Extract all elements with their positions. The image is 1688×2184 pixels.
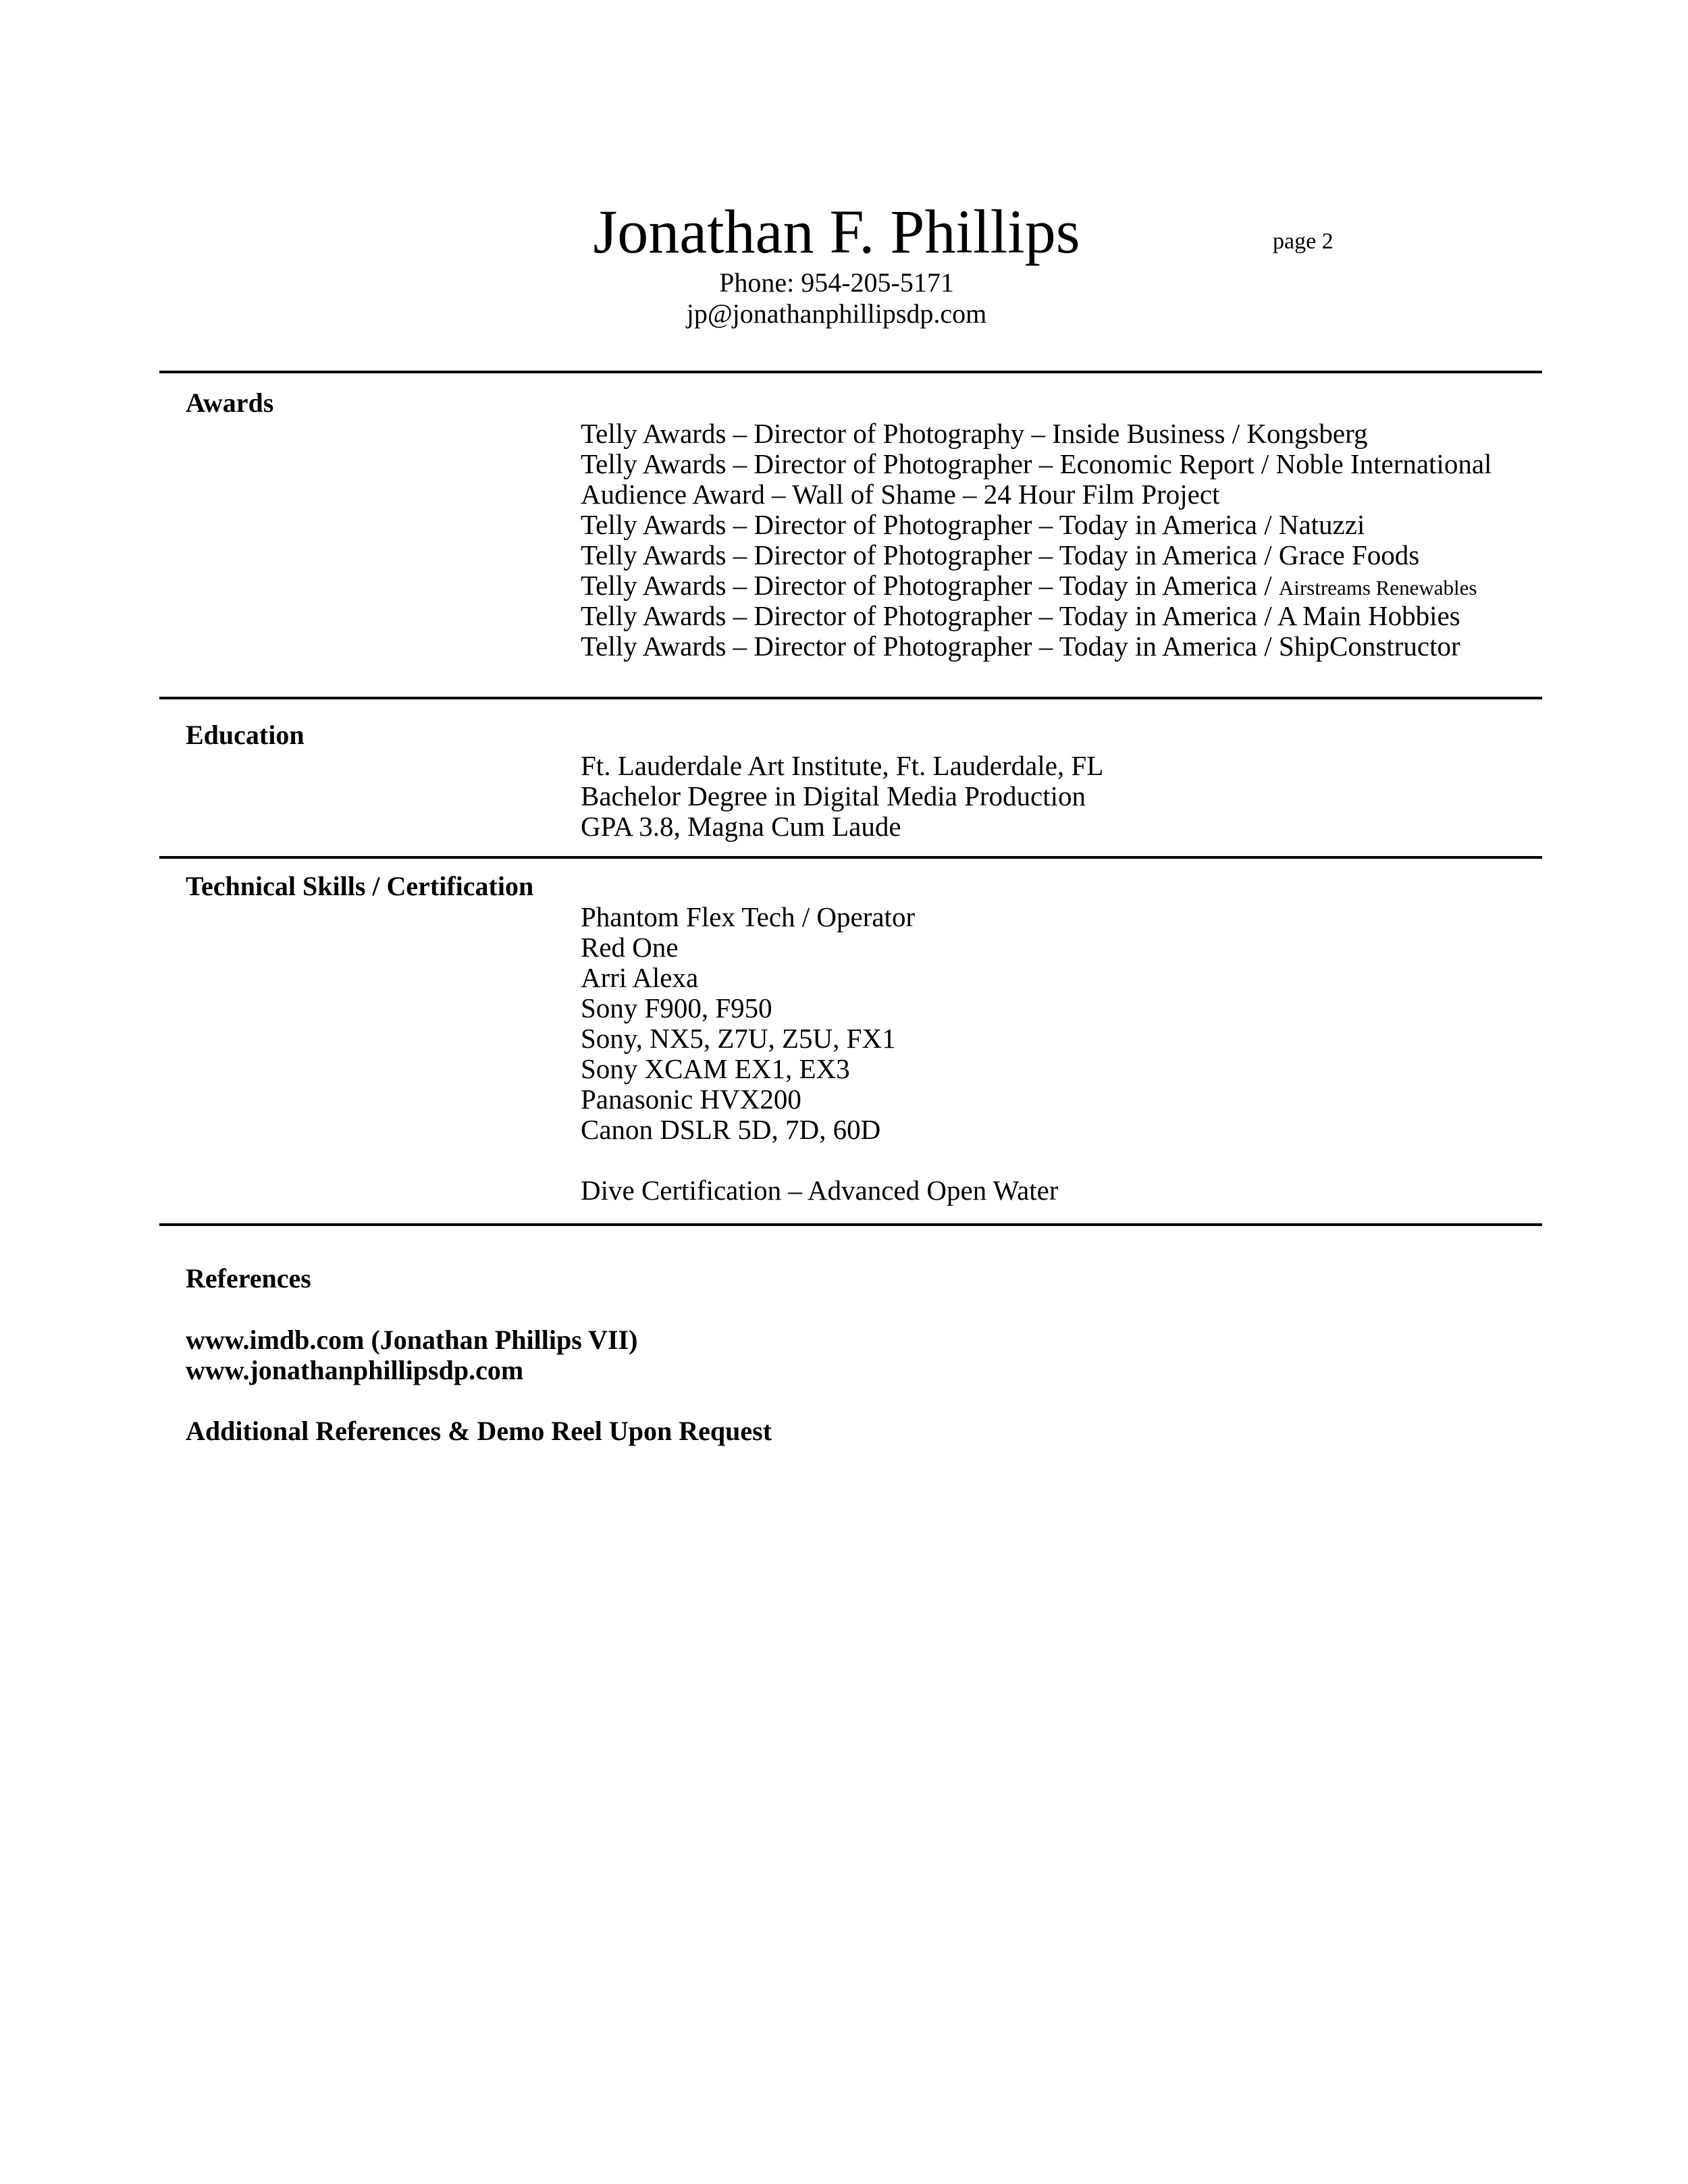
additional-references-note: Additional References & Demo Reel Upon Request	[186, 1416, 772, 1446]
education-heading: Education	[186, 720, 305, 750]
skill-item: Phantom Flex Tech / Operator	[581, 901, 916, 932]
section-divider	[159, 856, 1542, 859]
imdb-reference[interactable]: www.imdb.com (Jonathan Phillips VII)	[186, 1325, 638, 1355]
skill-item: Panasonic HVX200	[581, 1084, 801, 1115]
certification-item: Dive Certification – Advanced Open Water	[581, 1175, 1059, 1206]
technical-skills-list	[581, 902, 1059, 1206]
skill-item: Red One	[581, 932, 679, 963]
section-divider	[159, 1223, 1542, 1226]
skill-item: Sony, NX5, Z7U, Z5U, FX1	[581, 1023, 896, 1054]
technical-skills-heading: Technical Skills / Certification	[186, 871, 534, 901]
references-heading: References	[186, 1263, 311, 1294]
awards-heading: Awards	[186, 388, 274, 418]
education-item: GPA 3.8, Magna Cum Laude	[581, 811, 901, 842]
page-number: page 2	[1273, 229, 1334, 254]
award-item: Telly Awards – Director of Photographer – Today in America / Airstreams Renewables	[581, 570, 1477, 601]
award-item: Audience Award – Wall of Shame – 24 Hour Film Project	[581, 479, 1220, 510]
award-item: Telly Awards – Director of Photographer – Today in America / Grace Foods	[581, 539, 1420, 570]
award-item: Telly Awards – Director of Photographer – Economic Report / Noble International	[581, 448, 1492, 479]
skill-item: Arri Alexa	[581, 962, 699, 993]
education-list	[581, 751, 1103, 842]
section-divider	[159, 697, 1542, 699]
section-divider	[159, 371, 1542, 373]
award-item: Telly Awards – Director of Photographer – Today in America / ShipConstructor	[581, 631, 1460, 662]
awards-list	[581, 419, 1492, 662]
award-item: Telly Awards – Director of Photography – Inside Business / Kongsberg	[581, 418, 1368, 449]
skill-item: Sony XCAM EX1, EX3	[581, 1053, 850, 1084]
skill-item: Canon DSLR 5D, 7D, 60D	[581, 1114, 881, 1145]
award-item: Telly Awards – Director of Photographer – Today in America / A Main Hobbies	[581, 600, 1460, 631]
website-reference[interactable]: www.jonathanphillipsdp.com	[186, 1355, 524, 1385]
award-item: Telly Awards – Director of Photographer – Today in America / Natuzzi	[581, 509, 1365, 540]
list-spacer	[581, 1145, 1059, 1175]
education-item: Ft. Lauderdale Art Institute, Ft. Lauderdale, FL	[581, 750, 1104, 781]
education-item: Bachelor Degree in Digital Media Production	[581, 780, 1086, 811]
skill-item: Sony F900, F950	[581, 992, 772, 1023]
candidate-name: Jonathan F. Phillips	[593, 197, 1080, 266]
phone-number: Phone: 954-205-5171	[719, 267, 954, 298]
email-address: jp@jonathanphillipsdp.com	[686, 298, 987, 329]
